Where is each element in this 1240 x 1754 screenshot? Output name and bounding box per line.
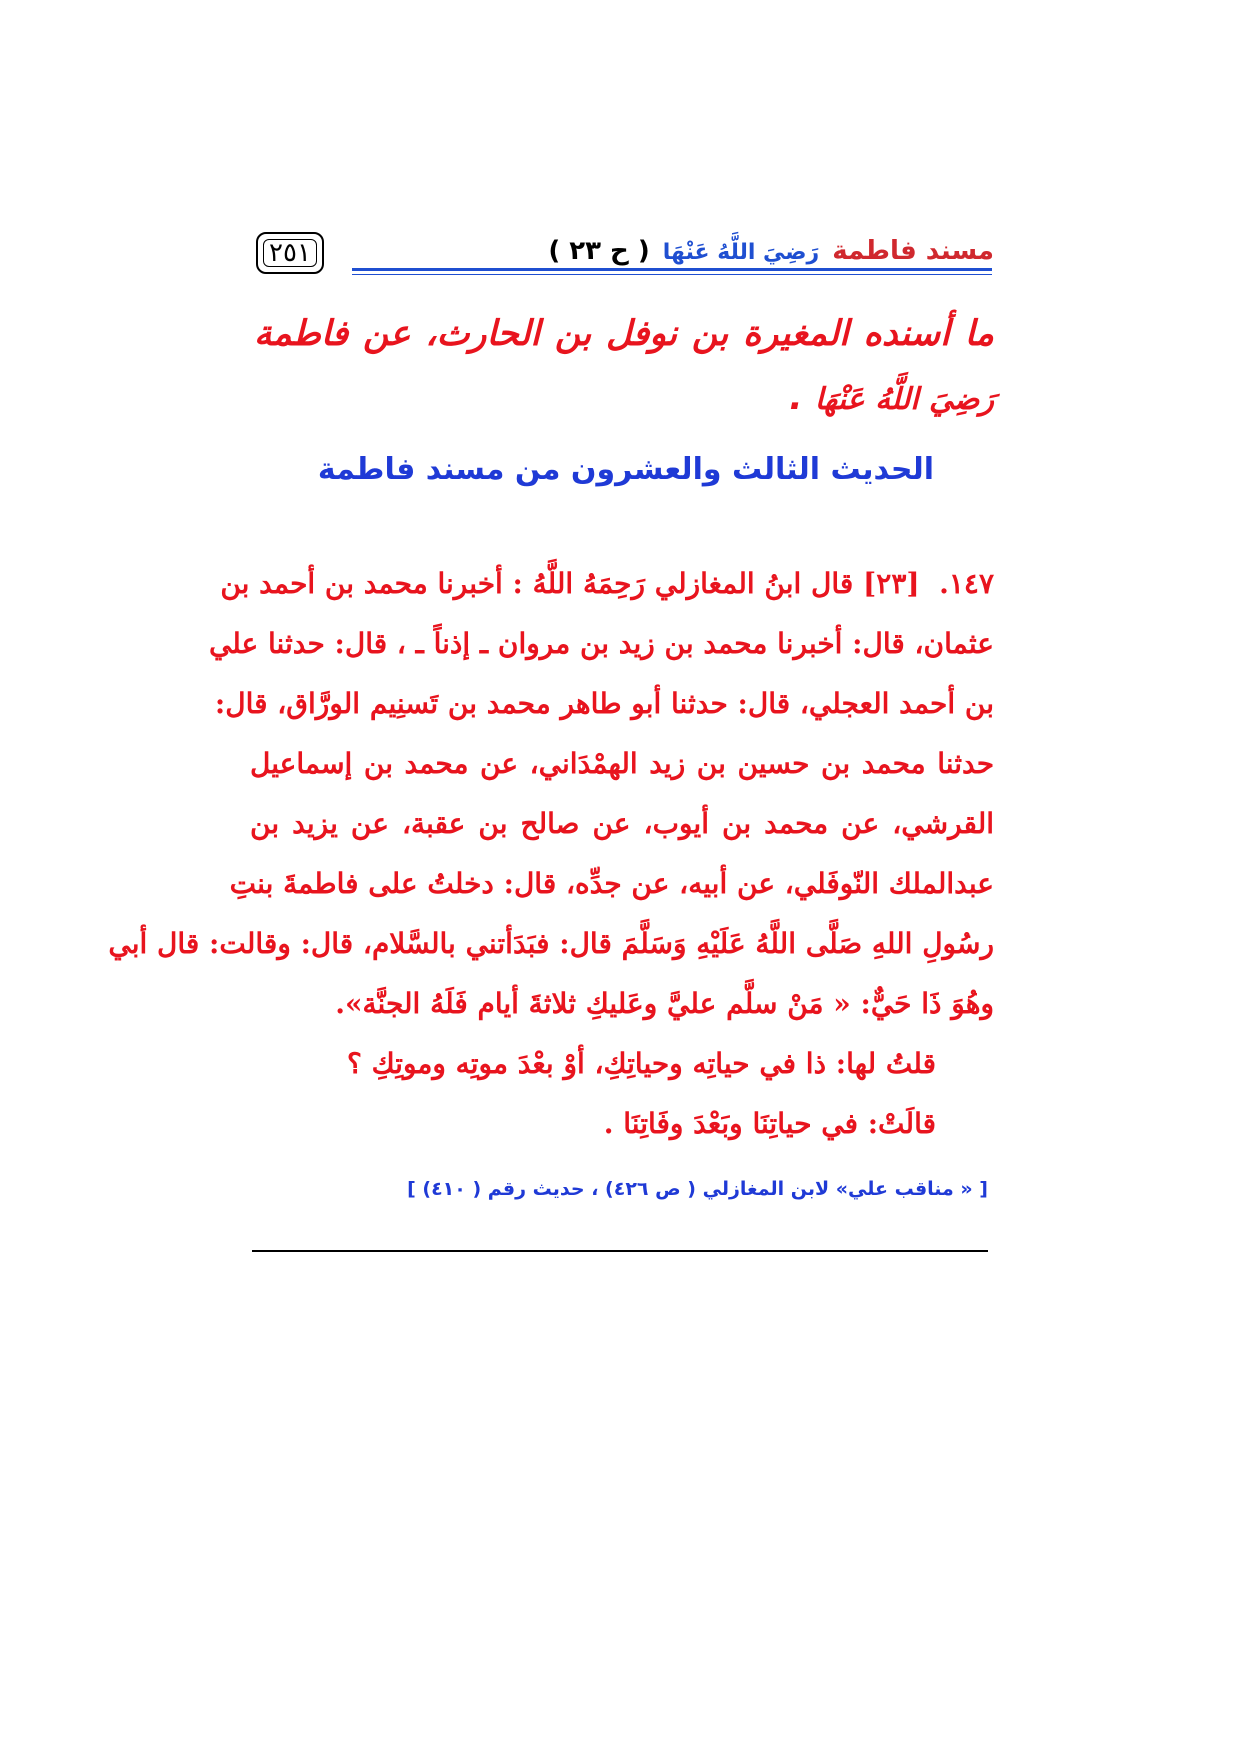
chapter-heading-text: ما أسنده المغيرة بن نوفل بن الحارث، عن فاطمة [254,314,994,354]
running-header [374,236,994,266]
hadith-line: بن أحمد العجلي، قال: حدثنا أبو طاهر محمد بن تَسنِيم الورَّاق، قال: [214,687,994,720]
hadith-line: رسُولِ اللهِ صَلَّى اللَّهُ عَلَيْهِ وَسَلَّمَ قال: فبَدَأتني بالسَّلام، قال: وقالت: قال أبي [108,927,994,960]
page-number-frame [256,232,324,274]
running-header-honorific: رَضِيَ اللَّهُ عَنْهَا [662,240,820,265]
chapter-honorific: رَضِيَ اللَّهُ عَنْهَا [814,382,994,417]
hadith-line: قالَتْ: في حياتِنَا وبَعْدَ وفَاتِنَا . [603,1107,936,1140]
footer-rule [252,1250,988,1252]
hadith-line: عبدالملك النّوفَلي، عن أبيه، عن جدِّه، قال: دخلتُ على فاطمةَ بنتِ [229,867,994,900]
source-reference: [ « مناقب علي» لابن المغازلي ( ص ٤٢٦) ، حديث رقم ( ٤١٠) ] [407,1178,988,1200]
chapter-heading [254,302,994,432]
hadith-line: حدثنا محمد بن حسين بن زيد الهمْدَاني، عن محمد بن إسماعيل [250,747,994,780]
running-header-hadith-ref: ( ح ٢٣ ) [548,236,650,266]
hadith-line-text: قال ابنُ المغازلي رَحِمَهُ اللَّهُ : أخبرنا محمد بن أحمد بن [220,567,854,600]
hadith-line: القرشي، عن محمد بن أيوب، عن صالح بن عقبة، عن يزيد بن [250,807,994,840]
section-title: الحديث الثالث والعشرون من مسند فاطمة [317,452,934,487]
running-header-title: مسند فاطمة [832,236,994,266]
header-rule [352,268,992,271]
page-number: ٢٥١ [269,238,311,268]
hadith-line [220,554,994,614]
hadith-line: قلتُ لها: ذا في حياتِه وحياتِكِ، أوْ بعْدَ موتِه وموتِكِ ؟ [346,1047,936,1080]
hadith-text [108,554,994,1154]
hadith-line: عثمان، قال: أخبرنا محمد بن زيد بن مروان ـ إذناً ـ ، قال: حدثنا علي [208,627,994,660]
hadith-ref: [٢٣] [863,567,920,600]
hadith-line: وهُوَ ذَا حَيٌّ: « مَنْ سلَّم عليَّ وعَليكِ ثلاثةَ أيام فَلَهُ الجنَّة». [335,987,994,1020]
header-rule-thin [352,274,992,275]
chapter-heading-end: . [789,378,815,418]
hadith-number: ١٤٧. [939,567,994,600]
